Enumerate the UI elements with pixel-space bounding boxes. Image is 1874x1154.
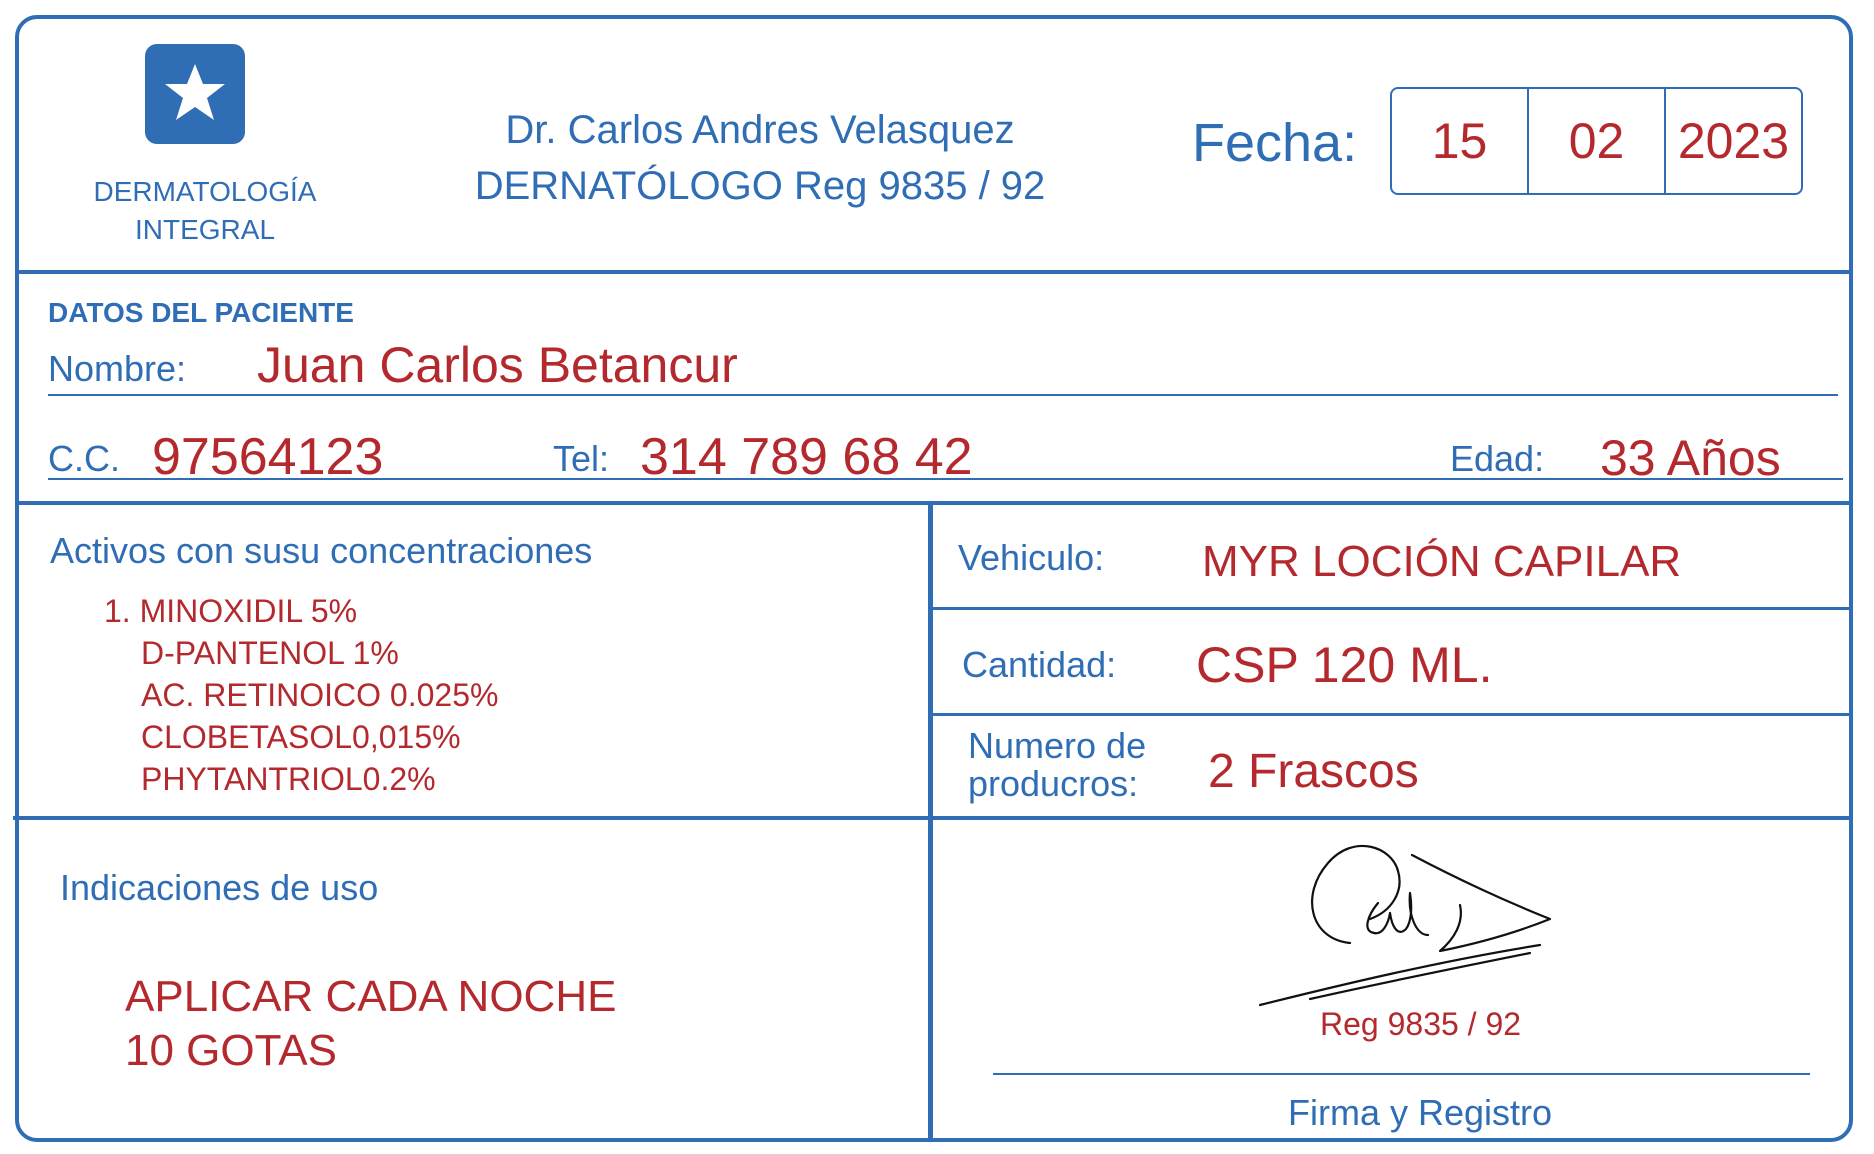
list-item: AC. RETINOICO 0.025%	[141, 677, 499, 713]
usage-instructions	[125, 970, 616, 1078]
vehicle-value: MYR LOCIÓN CAPILAR	[1202, 537, 1682, 586]
products-value: 2 Frascos	[1208, 745, 1419, 798]
doctor-title: DERNATÓLOGO Reg 9835 / 92	[474, 164, 1046, 208]
date-label: Fecha:	[1192, 113, 1358, 173]
list-item: PHYTANTRIOL0.2%	[141, 761, 436, 797]
divider-middle	[13, 816, 1853, 820]
patient-age: 33 Años	[1600, 430, 1781, 486]
list-item: CLOBETASOL0,015%	[141, 719, 461, 755]
date-box	[1390, 87, 1803, 195]
signature-line	[993, 1073, 1810, 1075]
age-label: Edad:	[1450, 438, 1545, 479]
doctor-info	[440, 102, 1080, 214]
patient-section-heading: DATOS DEL PACIENTE	[48, 297, 354, 328]
products-label-line-1: Numero de	[968, 725, 1147, 766]
id-label: C.C.	[48, 438, 120, 479]
list-item: D-PANTENOL 1%	[141, 635, 399, 671]
quantity-label: Cantidad:	[962, 644, 1117, 685]
signature-registration: Reg 9835 / 92	[1320, 1006, 1522, 1042]
patient-name: Juan Carlos Betancur	[257, 337, 738, 393]
divider-vertical	[928, 503, 933, 1140]
vehicle-label: Vehiculo:	[958, 537, 1105, 578]
actives-label: Activos con susu concentraciones	[50, 530, 593, 571]
patient-phone: 314 789 68 42	[640, 428, 973, 486]
products-label-line-2: producros:	[968, 763, 1139, 804]
usage-line-2: 10 GOTAS	[125, 1026, 337, 1075]
divider-quantity	[932, 713, 1853, 716]
phone-label: Tel:	[553, 438, 610, 479]
doctor-name: Dr. Carlos Andres Velasquez	[505, 108, 1015, 152]
quantity-value: CSP 120 ML.	[1196, 637, 1493, 693]
clinic-name-line-2: INTEGRAL	[134, 214, 276, 245]
actives-list	[104, 590, 498, 800]
usage-label: Indicaciones de uso	[60, 867, 379, 908]
usage-line-1: APLICAR CADA NOCHE	[125, 972, 617, 1021]
list-item: 1. MINOXIDIL 5%	[104, 593, 358, 629]
date-year: 2023	[1664, 89, 1801, 193]
clinic-logo	[145, 44, 245, 144]
underline-name	[48, 394, 1838, 396]
date-day: 15	[1431, 113, 1488, 169]
clinic-name	[60, 173, 350, 249]
clinic-name-line-1: DERMATOLOGÍA	[93, 176, 317, 207]
patient-id: 97564123	[152, 428, 384, 486]
handwritten-signature	[1250, 835, 1570, 1015]
name-label: Nombre:	[48, 348, 187, 389]
divider-header	[17, 270, 1853, 274]
signature-label: Firma y Registro	[1288, 1092, 1553, 1133]
date-month: 02	[1527, 89, 1664, 193]
products-label	[968, 727, 1146, 803]
divider-patient	[17, 501, 1853, 505]
divider-vehicle	[932, 607, 1853, 610]
star-icon	[163, 60, 227, 124]
